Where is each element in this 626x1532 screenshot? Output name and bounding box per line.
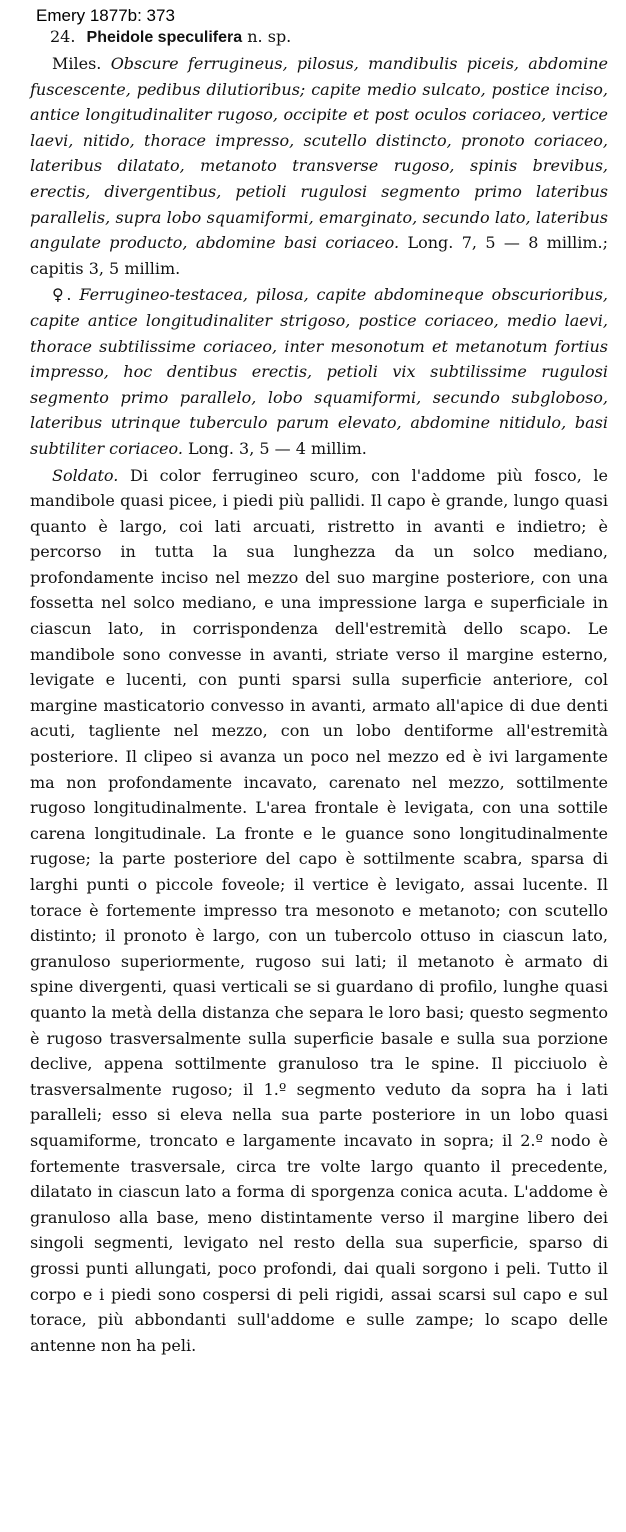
miles-measure: Long. 7, 5 — 8 millim.; capitis 3, 5 millim.: [30, 233, 609, 278]
species-status: n. sp.: [247, 27, 292, 46]
female-measure: Long. 3, 5 — 4 millim.: [188, 438, 367, 458]
soldato-label: Soldato.: [52, 465, 119, 485]
species-number: 24.: [50, 27, 76, 46]
soldato-text: Di color ferrugineo scuro, con l'addome più fosco, le mandibole quasi picee, i piedi più pallidi. Il capo è grande, lungo quasi quanto è largo, coi lati arcuati, ristretto in avanti e indietro; è percorso in tutta la sua lunghezza da un solco mediano, profondamente inciso nel mezzo del suo margine posteriore, con una fossetta nel solco mediano, e una impressione larga e superficiale in ciascun lato, in corrispondenza dell'estremità dello scapo. Le mandibole sono convesse in avanti, striate verso il margine esterno, levigate e lucenti, con punti sparsi sulla superficie anteriore, col margine masticatorio convesso in avanti, armato all'apice di due denti acuti, tagliente nel mezzo, con un lobo dentiforme all'estremità posteriore. Il clipeo si avanza un poco nel mezzo ed è ivi largamente ma non profondamente incavato, carenato nel mezzo, sottilmente rugoso longitudinalmente. L'area frontale è levigata, con una sottile carena longitudinale. La fronte e le guance sono longitudinalmente rugose; la parte posteriore del capo è sottilmente scabra, sparsa di larghi punti o piccole foveole; il vertice è levigato, assai lucente. Il torace è fortemente impresso tra mesonoto e metanoto; con scutello distinto; il pronoto è largo, con un tubercolo ottuso in ciascun lato, granuloso superiormente, rugoso sui lati; il metanoto è armato di spine divergenti, quasi verticali se si guardano di profilo, lunghe quasi quanto la metà della distanza che separa le loro basi; questo segmento è rugoso trasversalmente sulla superficie basale e sulla sua porzione declive, appena sottilmente granuloso tra le spine. Il picciuolo è trasversalmente rugoso; il 1.º segmento veduto da sopra ha i lati paralleli; esso si eleva nella sua parte posteriore in un lobo quasi squamiforme, troncato e largamente incavato in sopra; il 2.º nodo è fortemente trasversale, circa tre volte largo quanto il precedente, dilatato in ciascun lato a forma di sporgenza conica acuta. L'addome è granuloso alla base, meno distintamente verso il margine libero dei singoli segmenti, levigato nel resto della sua superficie, sparso di grossi punti allungati, poco profondi, dai quali sorgono i peli. Tutto il corpo e i piedi sono cospersi di peli rigidi, assai scarsi sul capo e sul torace, più abbondanti sull'addome e sulle zampe; lo scapo delle antenne non ha peli.: [30, 465, 608, 1355]
miles-paragraph: [30, 51, 608, 281]
female-paragraph: [30, 282, 608, 461]
miles-label: Miles.: [52, 54, 102, 73]
species-name: Pheidole speculifera: [86, 29, 243, 46]
citation-header: Emery 1877b: 373: [36, 6, 175, 25]
female-label: ♀.: [52, 285, 72, 305]
miles-description: Obscure ferrugineus, pilosus, mandibulis piceis, abdomine fuscescente, pedibus dilutioribus; capite medio sulcato, postice inciso, antice longitudinaliter rugoso, occipite et post oculos coriaceo, vertice laevi, nitido, thorace impresso, scutello distincto, pronoto coriaceo, lateribus dilatato, metanoto transverse rugoso, spinis brevibus, erectis, divergentibus, petioli rugulosi segmento primo lateribus parallelis, supra lobo squamiformi, emarginato, secundo lato, lateribus angulate producto, abdomine basi coriaceo.: [30, 54, 608, 253]
soldato-paragraph: [30, 463, 608, 1359]
species-title: [50, 26, 608, 49]
female-description: Ferrugineo-testacea, pilosa, capite abdomineque obscurioribus, capite antice longitudinaliter strigoso, postice coriaceo, medio laevi, thorace subtilissime coriaceo, inter mesonotum et metanotum fortius impresso, hoc dentibus erectis, petioli vix subtilissime rugulosi segmento primo parallelo, lobo squamiformi, secundo subgloboso, lateribus utrinque tuberculo parum elevato, abdomine nitidulo, basi subtiliter coriaceo.: [30, 285, 609, 458]
